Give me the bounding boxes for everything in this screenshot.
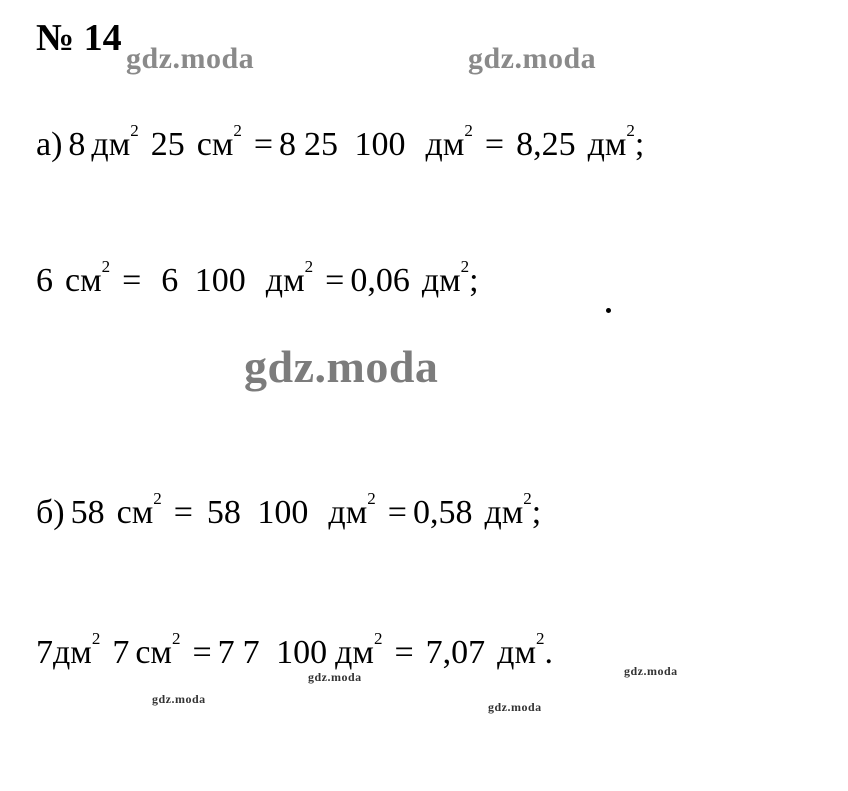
denominator: 100 — [354, 126, 406, 163]
equation-line-a2 — [36, 257, 479, 300]
fraction — [203, 494, 313, 532]
semicolon: ; — [531, 494, 542, 531]
equals-sign: = — [253, 126, 274, 163]
unit: дм — [265, 262, 305, 299]
unit: дм — [91, 126, 131, 163]
result-value: 0,58 — [412, 494, 473, 531]
part-label-b: б) — [36, 494, 65, 531]
unit: см — [196, 126, 234, 163]
equation-line-b1 — [36, 489, 542, 532]
value: 58 — [70, 494, 105, 531]
result-value: 8,25 — [516, 126, 576, 163]
exponent: 2 — [153, 489, 162, 508]
exponent: 2 — [130, 121, 139, 140]
unit: дм — [587, 126, 627, 163]
numerator: 58 — [206, 494, 241, 531]
unit: дм — [425, 126, 465, 163]
equals-sign: = — [173, 494, 193, 531]
unit: дм — [421, 262, 461, 299]
numerator: 25 — [304, 126, 339, 163]
value: 8 — [68, 126, 86, 163]
semicolon: ; — [634, 126, 645, 163]
result-value: 0,06 — [350, 262, 410, 299]
equals-sign: = — [387, 494, 407, 531]
watermark-bottom-2: gdz.moda — [308, 670, 362, 684]
watermark-top-right: gdz.moda — [468, 42, 597, 75]
watermark-bottom-4: gdz.moda — [624, 664, 678, 678]
period: . — [544, 634, 553, 671]
denominator: 100 — [194, 262, 246, 299]
unit: дм — [328, 494, 368, 531]
watermark-top-left: gdz.moda — [126, 42, 255, 75]
unit: дм — [484, 494, 524, 531]
exponent: 2 — [464, 121, 473, 140]
whole-part: 7 — [217, 634, 235, 671]
value: 7 — [36, 634, 53, 671]
problem-number: № 14 — [36, 17, 122, 59]
exponent: 2 — [535, 629, 545, 648]
denominator: 100 — [257, 494, 309, 531]
fraction — [300, 126, 410, 164]
value: 7 — [112, 634, 130, 671]
value: 25 — [150, 126, 185, 163]
equals-sign: = — [192, 634, 212, 671]
exponent: 2 — [304, 257, 314, 276]
exponent: 2 — [460, 257, 470, 276]
exponent: 2 — [171, 629, 181, 648]
exponent: 2 — [91, 629, 101, 648]
equation-line-a1 — [36, 121, 645, 164]
watermark-middle: gdz.moda — [244, 341, 439, 392]
exponent: 2 — [373, 629, 383, 648]
watermark-bottom-1: gdz.moda — [152, 692, 206, 706]
unit: см — [116, 494, 154, 531]
fraction — [157, 262, 250, 300]
stray-dot — [606, 308, 611, 313]
whole-part: 8 — [279, 126, 297, 163]
fraction — [239, 634, 332, 672]
unit: дм — [335, 634, 374, 671]
exponent: 2 — [626, 121, 635, 140]
denominator: 100 — [276, 634, 328, 671]
exponent: 2 — [233, 121, 242, 140]
exponent: 2 — [523, 489, 532, 508]
watermark-bottom-3: gdz.moda — [488, 700, 542, 714]
unit: см — [65, 262, 102, 299]
unit: см — [135, 634, 172, 671]
result-value: 7,07 — [425, 634, 486, 671]
numerator: 7 — [242, 634, 260, 671]
exponent: 2 — [101, 257, 111, 276]
value: 6 — [36, 262, 53, 299]
unit: дм — [497, 634, 536, 671]
equals-sign: = — [122, 262, 142, 299]
unit: дм — [53, 634, 92, 671]
semicolon: ; — [469, 262, 479, 299]
equals-sign: = — [394, 634, 414, 671]
equals-sign: = — [484, 126, 505, 163]
part-label-a: а) — [36, 126, 63, 163]
equals-sign: = — [325, 262, 345, 299]
exponent: 2 — [367, 489, 376, 508]
numerator: 6 — [161, 262, 179, 299]
equation-line-b2 — [36, 629, 553, 672]
